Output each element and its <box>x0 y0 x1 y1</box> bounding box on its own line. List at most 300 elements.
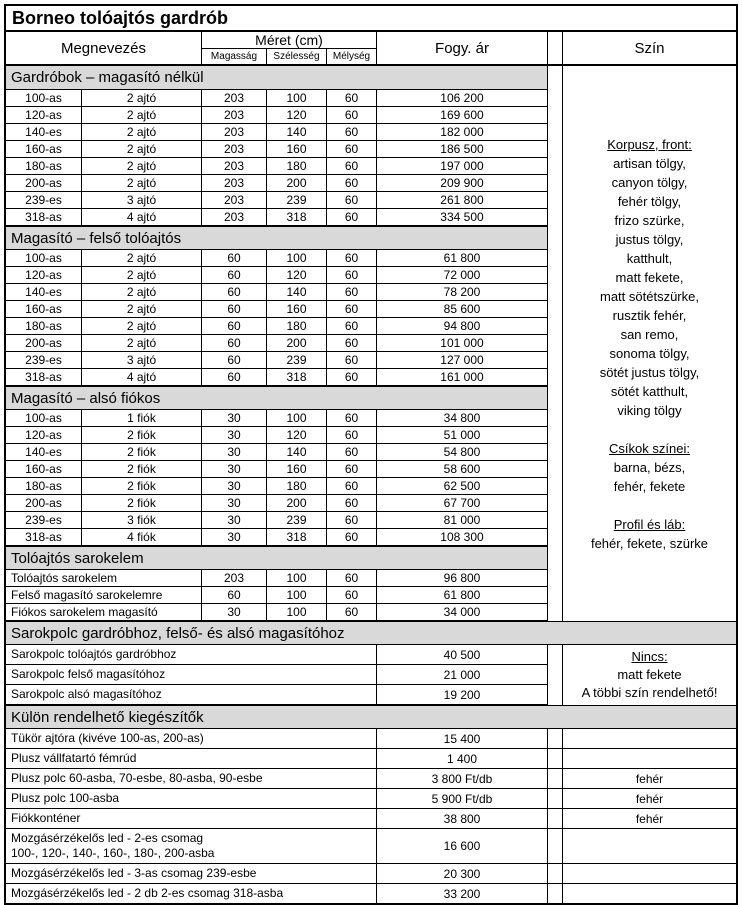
col-header-szin: Szín <box>634 39 665 57</box>
color-group-heading: Korpusz, front: <box>607 136 692 152</box>
table-row <box>6 209 548 226</box>
color-option: matt sötétszürke, <box>600 288 699 304</box>
width-cell: 100 <box>267 570 327 586</box>
price-cell: 72 000 <box>377 267 548 283</box>
size-name-cell: 100-as <box>6 250 82 266</box>
size-name-cell: 200-as <box>6 495 82 511</box>
size-name-cell: 160-as <box>6 461 82 477</box>
size-name-cell: 180-as <box>6 158 82 174</box>
kiegeszitok-rows <box>6 729 736 903</box>
table-row <box>6 829 736 864</box>
depth-cell: 60 <box>327 495 377 511</box>
spacer-cell <box>548 749 563 768</box>
height-cell: 60 <box>202 284 267 300</box>
door-count-cell: 2 ajtó <box>82 284 202 300</box>
table-row <box>6 318 548 335</box>
color-group-heading: Csíkok színei: <box>609 440 690 456</box>
height-cell: 30 <box>202 478 267 494</box>
width-cell: 100 <box>267 250 327 266</box>
size-name-cell: 200-as <box>6 335 82 351</box>
col-header-megnevezes: Megnevezés <box>6 32 202 64</box>
color-cell: fehér <box>635 771 664 786</box>
depth-cell: 60 <box>327 335 377 351</box>
product-name-cell <box>6 769 377 788</box>
table-row <box>6 512 548 529</box>
price-cell: 34 000 <box>377 604 548 620</box>
col-header-fogy-ar: Fogy. ár <box>377 32 548 64</box>
height-cell: 203 <box>202 209 267 225</box>
price-cell: 58 600 <box>377 461 548 477</box>
width-cell: 239 <box>267 512 327 528</box>
table-row <box>6 369 548 386</box>
table-row <box>6 864 736 884</box>
drawer-count-cell: 2 fiók <box>82 427 202 443</box>
price-cell: 197 000 <box>377 158 548 174</box>
door-count-cell: 2 ajtó <box>82 141 202 157</box>
product-name-cell: Felső magasító sarokelemre <box>6 587 202 603</box>
price-cell: 101 000 <box>377 335 548 351</box>
width-cell: 100 <box>267 587 327 603</box>
table-row <box>6 529 548 546</box>
price-cell: 33 200 <box>377 884 548 903</box>
price-cell: 106 200 <box>377 90 548 106</box>
depth-cell: 60 <box>327 158 377 174</box>
product-name-cell: Tolóajtós sarokelem <box>6 570 202 586</box>
width-cell: 318 <box>267 529 327 545</box>
color-option: matt fekete, <box>615 269 684 285</box>
width-cell: 140 <box>267 284 327 300</box>
price-table <box>4 4 738 905</box>
spacer-column <box>548 66 563 621</box>
table-row <box>6 809 736 829</box>
price-cell: 127 000 <box>377 352 548 368</box>
depth-cell: 60 <box>327 301 377 317</box>
price-cell: 81 000 <box>377 512 548 528</box>
depth-cell: 60 <box>327 352 377 368</box>
price-cell: 161 000 <box>377 369 548 385</box>
size-name-cell: 180-as <box>6 478 82 494</box>
color-cell <box>563 829 736 863</box>
color-cell <box>563 729 736 748</box>
size-name-cell: 318-as <box>6 369 82 385</box>
color-option: san remo, <box>620 326 679 342</box>
price-cell: 67 700 <box>377 495 548 511</box>
table-row <box>6 685 548 705</box>
depth-cell: 60 <box>327 107 377 123</box>
color-option: sötét justus tölgy, <box>599 364 700 380</box>
height-cell: 60 <box>202 335 267 351</box>
width-cell: 180 <box>267 318 327 334</box>
height-cell: 203 <box>202 124 267 140</box>
product-name-line: Mozgásérzékelős led - 2 db 2-es csomag 318-asba <box>11 886 284 900</box>
depth-cell: 60 <box>327 141 377 157</box>
spacer-cell <box>548 809 563 828</box>
price-cell: 51 000 <box>377 427 548 443</box>
depth-cell: 60 <box>327 175 377 191</box>
sarokpolc-section-area <box>6 645 736 705</box>
price-cell: 94 800 <box>377 318 548 334</box>
product-name-cell <box>6 829 377 863</box>
page <box>0 4 742 902</box>
note-line: matt fekete <box>617 667 682 682</box>
depth-cell: 60 <box>327 318 377 334</box>
door-count-cell: 4 ajtó <box>82 209 202 225</box>
size-name-cell: 120-as <box>6 427 82 443</box>
price-cell: 15 400 <box>377 729 548 748</box>
size-name-cell: 140-es <box>6 444 82 460</box>
product-name-cell <box>6 809 377 828</box>
spacer-cell <box>548 864 563 883</box>
color-option: canyon tölgy, <box>611 174 688 190</box>
height-cell: 30 <box>202 410 267 426</box>
color-cell: fehér <box>635 811 664 826</box>
table-row <box>6 749 736 769</box>
color-option: fehér, fekete <box>613 478 686 494</box>
width-cell: 100 <box>267 604 327 620</box>
height-cell: 30 <box>202 512 267 528</box>
size-name-cell: 180-as <box>6 318 82 334</box>
product-name-cell <box>6 864 377 883</box>
width-cell: 239 <box>267 352 327 368</box>
width-cell: 120 <box>267 107 327 123</box>
size-name-cell: 239-es <box>6 512 82 528</box>
drawer-count-cell: 2 fiók <box>82 444 202 460</box>
color-options-panel <box>563 66 736 621</box>
product-name-cell: Sarokpolc tolóajtós gardróbhoz <box>6 645 377 664</box>
product-name-line: Mozgásérzékelős led - 3-as csomag 239-esbe <box>11 866 257 880</box>
color-option: sötét katthult, <box>610 383 689 399</box>
color-cell <box>563 749 736 768</box>
drawer-count-cell: 2 fiók <box>82 495 202 511</box>
width-cell: 160 <box>267 461 327 477</box>
color-option: fehér tölgy, <box>617 193 682 209</box>
col-header-melyseg: Mélység <box>332 51 371 62</box>
section-header-kiegeszitok: Külön rendelhető kiegészítők <box>6 705 736 729</box>
size-name-cell: 120-as <box>6 267 82 283</box>
spacer-column <box>548 645 563 705</box>
depth-cell: 60 <box>327 427 377 443</box>
depth-cell: 60 <box>327 587 377 603</box>
width-cell: 140 <box>267 124 327 140</box>
table-row <box>6 495 548 512</box>
price-cell: 261 800 <box>377 192 548 208</box>
col-header-szelesseg: Szélesség <box>267 49 327 64</box>
table-row <box>6 789 736 809</box>
size-name-cell: 160-as <box>6 301 82 317</box>
depth-cell: 60 <box>327 90 377 106</box>
section-header-sarokelem: Tolóajtós sarokelem <box>6 546 548 570</box>
drawer-count-cell: 2 fiók <box>82 461 202 477</box>
width-cell: 239 <box>267 192 327 208</box>
table-row <box>6 645 548 665</box>
width-cell: 200 <box>267 335 327 351</box>
table-row <box>6 267 548 284</box>
table-row <box>6 141 548 158</box>
product-name-line: Tükör ajtóra (kivéve 100-as, 200-as) <box>11 731 204 745</box>
width-cell: 140 <box>267 444 327 460</box>
page-title: Borneo tolóajtós gardrób <box>6 6 736 32</box>
color-option: artisan tölgy, <box>613 155 686 171</box>
height-cell: 203 <box>202 141 267 157</box>
section-header-sarokpolc: Sarokpolc gardróbhoz, felső- és alsó magasítóhoz <box>6 621 736 645</box>
table-row <box>6 192 548 209</box>
color-option: katthult, <box>626 250 673 266</box>
depth-cell: 60 <box>327 250 377 266</box>
depth-cell: 60 <box>327 570 377 586</box>
width-cell: 318 <box>267 369 327 385</box>
depth-cell: 60 <box>327 284 377 300</box>
door-count-cell: 2 ajtó <box>82 107 202 123</box>
price-cell: 16 600 <box>377 829 548 863</box>
price-cell: 78 200 <box>377 284 548 300</box>
table-row <box>6 427 548 444</box>
height-cell: 203 <box>202 107 267 123</box>
door-count-cell: 2 ajtó <box>82 267 202 283</box>
width-cell: 160 <box>267 141 327 157</box>
door-count-cell: 2 ajtó <box>82 124 202 140</box>
price-cell: 34 800 <box>377 410 548 426</box>
height-cell: 203 <box>202 158 267 174</box>
size-name-cell: 318-as <box>6 209 82 225</box>
door-count-cell: 2 ajtó <box>82 90 202 106</box>
spacer-cell <box>548 769 563 788</box>
price-cell: 54 800 <box>377 444 548 460</box>
table-row <box>6 301 548 318</box>
price-cell: 40 500 <box>377 645 548 664</box>
product-name-cell <box>6 729 377 748</box>
color-group-heading: Profil és láb: <box>613 516 686 532</box>
size-name-cell: 239-es <box>6 352 82 368</box>
product-name-cell <box>6 749 377 768</box>
drawer-count-cell: 3 fiók <box>82 512 202 528</box>
spacer-cell <box>548 829 563 863</box>
table-row <box>6 729 736 749</box>
product-name-line2: 100-, 120-, 140-, 160-, 180-, 200-asba <box>11 846 215 860</box>
depth-cell: 60 <box>327 209 377 225</box>
height-cell: 60 <box>202 250 267 266</box>
height-cell: 30 <box>202 529 267 545</box>
color-option: fehér, fekete, szürke <box>590 535 709 551</box>
table-header <box>6 32 736 66</box>
drawer-count-cell: 4 fiók <box>82 529 202 545</box>
product-name-cell: Sarokpolc felső magasítóhoz <box>6 665 377 684</box>
price-cell: 182 000 <box>377 124 548 140</box>
spacer-cell <box>548 884 563 903</box>
table-row <box>6 158 548 175</box>
price-cell: 21 000 <box>377 665 548 684</box>
table-row <box>6 769 736 789</box>
product-name-line: Plusz vállfatartó fémrúd <box>11 751 137 765</box>
table-row <box>6 461 548 478</box>
table-row <box>6 284 548 301</box>
door-count-cell: 4 ajtó <box>82 369 202 385</box>
size-name-cell: 318-as <box>6 529 82 545</box>
size-name-cell: 100-as <box>6 90 82 106</box>
depth-cell: 60 <box>327 512 377 528</box>
main-sections-area <box>6 66 736 621</box>
color-option: justus tölgy, <box>615 231 684 247</box>
height-cell: 203 <box>202 90 267 106</box>
width-cell: 180 <box>267 158 327 174</box>
product-name-cell <box>6 789 377 808</box>
price-cell: 108 300 <box>377 529 548 545</box>
price-cell: 38 800 <box>377 809 548 828</box>
price-cell: 62 500 <box>377 478 548 494</box>
product-name-line: Fiókkonténer <box>11 811 81 825</box>
color-option: frizo szürke, <box>614 212 685 228</box>
color-cell <box>563 884 736 903</box>
size-subheaders <box>202 49 376 64</box>
width-cell: 318 <box>267 209 327 225</box>
depth-cell: 60 <box>327 192 377 208</box>
product-name-cell <box>6 884 377 903</box>
spacer-column-header <box>548 32 563 64</box>
price-cell: 3 800 Ft/db <box>377 769 548 788</box>
table-row <box>6 570 548 587</box>
height-cell: 203 <box>202 175 267 191</box>
price-cell: 19 200 <box>377 685 548 704</box>
sarokpolc-rows <box>6 645 548 705</box>
door-count-cell: 2 ajtó <box>82 318 202 334</box>
door-count-cell: 2 ajtó <box>82 158 202 174</box>
table-row <box>6 90 548 107</box>
price-cell: 61 800 <box>377 587 548 603</box>
color-option: rusztik fehér, <box>612 307 687 323</box>
product-name-line: Plusz polc 60-asba, 70-esbe, 80-asba, 90-esbe <box>11 771 263 785</box>
width-cell: 180 <box>267 478 327 494</box>
table-row <box>6 335 548 352</box>
product-rows-area <box>6 66 548 621</box>
door-count-cell: 2 ajtó <box>82 175 202 191</box>
section-sarokelem-rows <box>6 570 548 621</box>
price-cell: 85 600 <box>377 301 548 317</box>
size-name-cell: 120-as <box>6 107 82 123</box>
price-cell: 334 500 <box>377 209 548 225</box>
price-cell: 5 900 Ft/db <box>377 789 548 808</box>
color-option: sonoma tölgy, <box>609 345 690 361</box>
depth-cell: 60 <box>327 410 377 426</box>
col-header-meret: Méret (cm) <box>202 32 376 49</box>
table-row <box>6 352 548 369</box>
width-cell: 120 <box>267 427 327 443</box>
price-cell: 20 300 <box>377 864 548 883</box>
csikok-color-list <box>614 458 686 496</box>
height-cell: 60 <box>202 352 267 368</box>
height-cell: 30 <box>202 444 267 460</box>
height-cell: 60 <box>202 301 267 317</box>
height-cell: 203 <box>202 192 267 208</box>
section-also-magasito-rows <box>6 410 548 546</box>
size-name-cell: 239-es <box>6 192 82 208</box>
drawer-count-cell: 1 fiók <box>82 410 202 426</box>
section-header-gardrobok: Gardróbok – magasító nélkül <box>6 66 548 90</box>
height-cell: 30 <box>202 495 267 511</box>
price-cell: 96 800 <box>377 570 548 586</box>
depth-cell: 60 <box>327 461 377 477</box>
height-cell: 30 <box>202 427 267 443</box>
depth-cell: 60 <box>327 604 377 620</box>
price-cell: 186 500 <box>377 141 548 157</box>
width-cell: 200 <box>267 495 327 511</box>
product-name-cell: Fiókos sarokelem magasító <box>6 604 202 620</box>
color-option: viking tölgy <box>617 402 682 418</box>
note-line: A többi szín rendelhető! <box>581 685 718 700</box>
depth-cell: 60 <box>327 444 377 460</box>
price-cell: 169 600 <box>377 107 548 123</box>
size-name-cell: 140-es <box>6 284 82 300</box>
spacer-cell <box>548 729 563 748</box>
width-cell: 100 <box>267 90 327 106</box>
width-cell: 200 <box>267 175 327 191</box>
table-row <box>6 124 548 141</box>
section-header-felso-magasito: Magasító – felső tolóajtós <box>6 226 548 250</box>
drawer-count-cell: 2 fiók <box>82 478 202 494</box>
height-cell: 60 <box>202 267 267 283</box>
product-name-cell: Sarokpolc alsó magasítóhoz <box>6 685 377 704</box>
product-name-line: Plusz polc 100-asba <box>11 791 120 805</box>
note-heading: Nincs: <box>631 649 668 664</box>
size-name-cell: 100-as <box>6 410 82 426</box>
color-cell: fehér <box>635 791 664 806</box>
col-header-magassag: Magasság <box>202 49 267 64</box>
table-row <box>6 250 548 267</box>
width-cell: 160 <box>267 301 327 317</box>
table-row <box>6 665 548 685</box>
profil-color-list <box>591 534 708 553</box>
depth-cell: 60 <box>327 124 377 140</box>
height-cell: 60 <box>202 369 267 385</box>
door-count-cell: 2 ajtó <box>82 301 202 317</box>
width-cell: 100 <box>267 410 327 426</box>
size-name-cell: 200-as <box>6 175 82 191</box>
price-cell: 61 800 <box>377 250 548 266</box>
price-cell: 1 400 <box>377 749 548 768</box>
door-count-cell: 2 ajtó <box>82 335 202 351</box>
col-header-meret-group <box>202 32 377 64</box>
korpusz-color-list <box>600 154 699 420</box>
height-cell: 60 <box>202 587 267 603</box>
table-row <box>6 884 736 903</box>
product-name-line: Mozgásérzékelős led - 2-es csomag <box>11 831 204 845</box>
depth-cell: 60 <box>327 478 377 494</box>
section-gardrobok-rows <box>6 90 548 226</box>
color-availability-note <box>563 645 736 705</box>
table-row <box>6 444 548 461</box>
table-row <box>6 410 548 427</box>
door-count-cell: 2 ajtó <box>82 250 202 266</box>
height-cell: 203 <box>202 570 267 586</box>
depth-cell: 60 <box>327 529 377 545</box>
size-name-cell: 140-es <box>6 124 82 140</box>
table-row <box>6 175 548 192</box>
section-header-also-magasito: Magasító – alsó fiókos <box>6 386 548 410</box>
price-cell: 209 900 <box>377 175 548 191</box>
table-row <box>6 604 548 621</box>
size-name-cell: 160-as <box>6 141 82 157</box>
section-felso-magasito-rows <box>6 250 548 386</box>
height-cell: 30 <box>202 461 267 477</box>
color-cell <box>563 864 736 883</box>
width-cell: 120 <box>267 267 327 283</box>
height-cell: 30 <box>202 604 267 620</box>
spacer-cell <box>548 789 563 808</box>
depth-cell: 60 <box>327 369 377 385</box>
table-row <box>6 478 548 495</box>
table-row <box>6 587 548 604</box>
depth-cell: 60 <box>327 267 377 283</box>
table-row <box>6 107 548 124</box>
color-option: barna, bézs, <box>613 459 686 475</box>
